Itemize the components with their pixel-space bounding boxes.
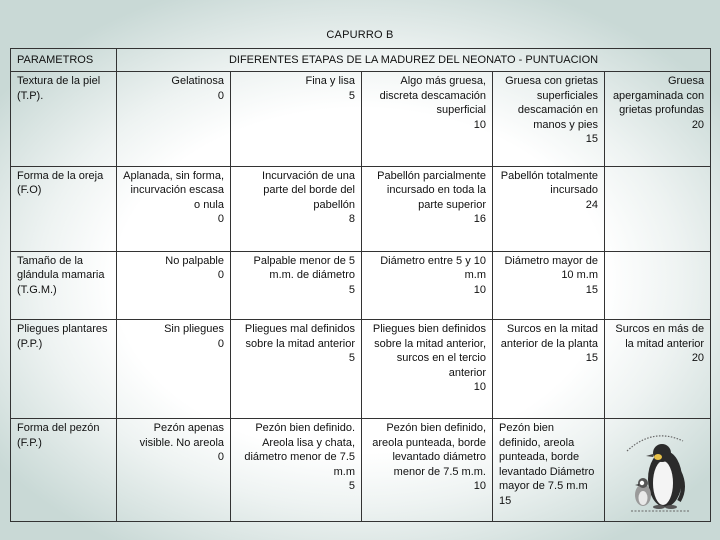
option-text: Pliegues mal definidos sobre la mitad anterior [244, 323, 355, 350]
option-score: 5 [348, 283, 355, 296]
option-score: 10 [473, 283, 486, 296]
option-text: Pezón apenas visible. No areola [139, 422, 224, 449]
option-cell [231, 419, 362, 522]
option-score: 0 [217, 451, 224, 464]
option-text: Gelatinosa [171, 75, 224, 87]
parameter-cell: Textura de la piel (T.P). [11, 72, 117, 167]
parameters-header: PARAMETROS [11, 49, 117, 72]
page-title: CAPURRO B [326, 29, 394, 41]
option-text: Pezón bien definido. Areola lisa y chata, diámetro menor de 7.5 m.m [244, 422, 355, 478]
parameter-cell: Forma del pezón (F.P.) [11, 419, 117, 522]
table-row [11, 320, 711, 419]
option-text: Pabellón parcialmente incursado en toda la parte superior [377, 169, 486, 211]
option-text: Sin pliegues [164, 323, 224, 336]
parameter-cell: Tamaño de la glándula mamaria (T.G.M.) [11, 251, 117, 320]
option-text: Palpable menor de 5 m.m. de diámetro [253, 254, 355, 282]
option-text: Gruesa apergaminada con grietas profundas [612, 75, 705, 116]
option-cell-empty [605, 166, 711, 251]
table-row [11, 72, 711, 167]
option-cell [605, 72, 711, 167]
option-score: 16 [473, 213, 486, 226]
option-text: Diámetro entre 5 y 10 m.m [380, 254, 486, 282]
option-text: No palpable [165, 254, 224, 267]
option-cell [362, 419, 493, 522]
option-score: 5 [348, 352, 355, 365]
option-score: 10 [473, 118, 486, 131]
stages-header: DIFERENTES ETAPAS DE LA MADUREZ DEL NEONATO - PUNTUACION [117, 49, 711, 72]
option-text: Surcos en la mitad anterior de la planta [500, 323, 598, 350]
option-cell [117, 72, 231, 167]
option-score: 15 [585, 133, 598, 145]
option-text: Pabellón totalmente incursado [500, 169, 598, 197]
parameter-cell: Pliegues plantares (P.P.) [11, 320, 117, 419]
option-text: Pezón bien definido, areola punteada, borde levantado Diámetro mayor de 7.5 m.m [499, 422, 595, 493]
option-score: 0 [217, 269, 224, 282]
option-cell [493, 419, 605, 522]
option-score: 0 [217, 89, 224, 102]
option-cell [362, 166, 493, 251]
option-cell [117, 166, 231, 251]
option-score: 24 [585, 198, 598, 211]
option-cell [117, 320, 231, 419]
option-text: Diámetro mayor de 10 m.m [504, 254, 598, 282]
option-cell [493, 320, 605, 419]
option-cell [117, 419, 231, 522]
option-text: Incurvación de una parte del borde del pabellón [262, 169, 355, 211]
option-text: Pezón bien definido, areola punteada, borde levantado diámetro menor de 7.5 m.m. [372, 422, 486, 478]
option-text: Aplanada, sin forma, incurvación escasa o nula [123, 169, 224, 211]
option-cell [231, 251, 362, 320]
header-row [11, 49, 711, 72]
picture-cell [605, 419, 711, 522]
option-text: Algo más gruesa, discreta descamación superficial [379, 75, 486, 116]
option-cell [605, 320, 711, 419]
option-cell [362, 320, 493, 419]
option-score: 20 [691, 352, 705, 365]
option-score: 15 [585, 283, 598, 296]
option-score: 0 [217, 213, 224, 226]
option-cell [493, 72, 605, 167]
option-score: 5 [348, 480, 355, 493]
option-cell [231, 320, 362, 419]
table-row [11, 419, 711, 522]
option-text: Surcos en más de la mitad anterior [615, 323, 705, 350]
option-score: 20 [691, 118, 705, 131]
option-score: 15 [585, 352, 598, 365]
option-cell [362, 251, 493, 320]
option-cell-empty [605, 251, 711, 320]
parameter-cell: Forma de la oreja (F.O) [11, 166, 117, 251]
option-score: 15 [499, 494, 512, 507]
option-score: 8 [348, 213, 355, 226]
option-text: Pliegues bien definidos sobre la mitad anterior, surcos en el tercio anterior [372, 323, 486, 379]
option-cell [362, 72, 493, 167]
option-cell [493, 166, 605, 251]
capurro-table [10, 48, 711, 522]
option-score: 5 [348, 89, 355, 102]
option-score: 10 [473, 381, 486, 394]
option-text: Fina y lisa [305, 75, 355, 87]
option-score: 10 [473, 480, 486, 493]
option-score: 0 [217, 337, 224, 350]
table-row [11, 166, 711, 251]
table-row [11, 251, 711, 320]
option-cell [231, 72, 362, 167]
option-cell [117, 251, 231, 320]
penguin-with-chick-icon [613, 421, 703, 513]
option-text: Gruesa con grietas superficiales descamación en manos y pies [505, 75, 598, 131]
option-cell [231, 166, 362, 251]
option-cell [493, 251, 605, 320]
